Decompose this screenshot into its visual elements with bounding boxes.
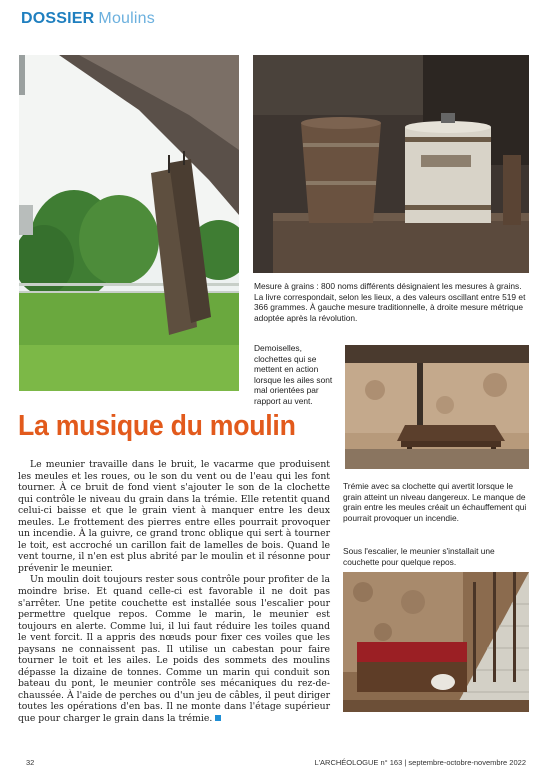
article-title: La musique du moulin xyxy=(18,410,296,442)
article-paragraph-1: Le meunier travaille dans le bruit, le vacarme que produisent les meules et les roues, ou le son du vent ou de l'eau qui les font tourner. À ce bruit de fond vient s'ajouter le son de la clochette qui contrôle le niveau du grain dans la trémie. Elle retentit quand celui-ci baisse et que le grain vient à manquer entre les deux meules. Le frottement des pierres entre elles pourrait provoquer un incendie. À la guivre, ce grand tronc oblique qui sert à tourner le toit, est accroché un carillon fait de lamelles de bois. Quand le vent tourne, il n'en est plus abrité par le moulin et il résonne pour prévenir le meunier. xyxy=(18,459,330,574)
hopper-room-photo xyxy=(345,345,529,469)
tremie-caption: Trémie avec sa clochette qui avertit lorsque le grain atteint un niveau dangereux. Le manque de grain entre les meules créait un échauffement qui pourrait provoquer un incendie. xyxy=(343,481,527,523)
footer-separator: | xyxy=(404,758,407,767)
demoiselles-caption: Demoiselles, clochettes qui se mettent en action lorsque les ailes sont mal orientées par rapport au vent. xyxy=(254,343,333,406)
end-of-article-square-icon xyxy=(215,715,221,721)
windmill-illustration xyxy=(19,55,239,391)
section-topic: Moulins xyxy=(98,10,155,27)
stair-bed-photo xyxy=(343,572,529,712)
windmill-photo xyxy=(19,55,239,391)
escalier-caption: Sous l'escalier, le meunier s'installait une couchette pour quelque repos. xyxy=(343,546,495,567)
journal-footer xyxy=(314,758,526,767)
grain-measures-photo xyxy=(253,55,529,273)
article-paragraph-2-text: Un moulin doit toujours rester sous contrôle pour profiter de la moindre brise. Et quand celle-ci est favorable il ne doit pas s'arrêter. Une petite couchette est installée sous l'escalier pour permettre quelque repos. Comme le marin, le meunier est toujours en alerte. Comme lui, il lui faut réduire les toiles quand le vent forcit. Il a appris des nœuds pour fixer ces voiles que les paysans ne connaissent pas. Il utilise un cabestan pour faire tourner le toit et les ailes. Le poids des sommets des moulins dépasse la dizaine de tonnes. Comme un marin qui conduit son bateau du pont, le meunier contrôle ses mécaniques du rez-de-chaussée. À l'aide de perches ou d'un jeu de câbles, il peut diriger toutes les opérations d'en bas. Il ne monte dans l'étage supérieur que pour charger le grain dans la trémie. xyxy=(18,574,330,725)
article-body xyxy=(18,459,330,725)
section-label: DOSSIER xyxy=(21,10,95,27)
article-paragraph-2 xyxy=(18,574,330,724)
grain-measures-caption: Mesure à grains : 800 noms différents désignaient les mesures à grains. La livre correspondait, selon les lieux, a des valeurs oscillant entre 519 et 366 grammes. À gauche mesure traditionnelle, à droite mesure métrique adoptée après la révolution. xyxy=(254,281,526,323)
stair-bed-illustration xyxy=(343,572,529,712)
page-number: 32 xyxy=(26,758,35,767)
grain-measures-illustration xyxy=(253,55,529,273)
journal-name: L'ARCHÉOLOGUE xyxy=(314,758,379,767)
journal-date: septembre-octobre-novembre 2022 xyxy=(408,758,526,767)
hopper-room-illustration xyxy=(345,345,529,469)
journal-issue: n° 163 xyxy=(380,758,403,767)
section-header xyxy=(21,10,155,28)
